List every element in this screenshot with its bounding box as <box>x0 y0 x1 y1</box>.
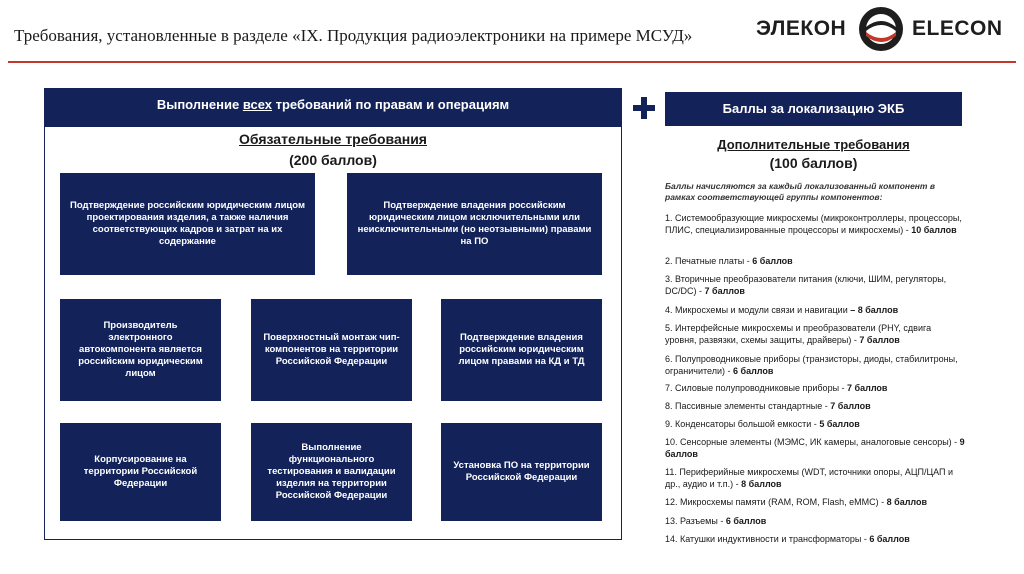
item-text: 1. Системообразующие микросхемы (микроконтроллеры, процессоры, ПЛИС, специализированные процессоры и микросхемы) - <box>665 213 962 235</box>
list-item <box>665 273 965 297</box>
additional-points: (100 баллов) <box>769 155 858 171</box>
plus-icon <box>633 97 655 119</box>
req-software-install-text: Установка ПО на территории Российской Федерации <box>453 460 590 483</box>
banner-text-emphasis: всех <box>242 97 273 112</box>
item-points: 7 баллов <box>830 401 871 411</box>
list-item <box>665 515 965 527</box>
title-divider <box>8 61 1016 63</box>
item-text: 11. Периферийные микросхемы (WDT, источники опоры, АЦП/ЦАП и др., аудио и т.п.) - <box>665 467 954 489</box>
logo-emblem-icon <box>857 5 905 53</box>
req-manufacturer-text: Производитель электронного автокомпонента является российским юридическим лицом <box>78 320 203 379</box>
item-points: 5 баллов <box>819 419 860 429</box>
banner-text-start: Выполнение <box>156 97 243 112</box>
req-smd-mounting-box <box>251 299 412 401</box>
req-software-install-box <box>441 423 602 521</box>
item-points: 6 баллов <box>752 256 793 266</box>
all-requirements-banner <box>45 89 621 127</box>
item-points: 6 баллов <box>725 516 767 526</box>
req-packaging-text: Корпусирование на территории Российской Федерации <box>83 454 198 489</box>
item-points: 7 баллов <box>847 383 888 393</box>
item-points: 8 баллов <box>886 497 928 507</box>
req-testing-box <box>251 423 412 521</box>
list-item <box>665 436 965 460</box>
list-item <box>665 533 965 545</box>
additional-title: Дополнительные требования <box>717 137 910 152</box>
item-points: 7 баллов <box>704 286 745 296</box>
req-software-rights-box <box>347 173 602 275</box>
item-points: 7 баллов <box>859 335 900 345</box>
item-text: 6. Полупроводниковые приборы (транзисторы, диоды, стабилитроны, ограничители) - <box>665 354 958 376</box>
localization-banner: Баллы за локализацию ЭКБ <box>665 92 962 126</box>
list-item <box>665 496 965 508</box>
item-points: – 8 баллов <box>850 305 899 315</box>
req-smd-mounting-text: Поверхностный монтаж чип-компонентов на территории Российской Федерации <box>263 332 400 367</box>
item-points: 8 баллов <box>741 479 782 489</box>
mandatory-points: (200 баллов) <box>289 152 377 168</box>
mandatory-title: Обязательные требования <box>239 131 427 147</box>
item-text: 10. Сенсорные элементы (МЭМС, ИК камеры, аналоговые сенсоры) - <box>665 437 960 447</box>
list-item <box>665 353 965 377</box>
req-testing-text: Выполнение функционального тестирования и валидации изделия на территории Российской Федерации <box>267 442 396 501</box>
points-note: Баллы начисляются за каждый локализованный компонент в рамках соответствующей группы компонентов: <box>665 181 935 202</box>
slide-title: Требования, установленные в разделе «IX. Продукция радиоэлектроники на примере МСУД» <box>14 26 693 45</box>
list-item <box>665 255 965 267</box>
mandatory-requirements-panel <box>44 88 622 540</box>
item-text: 7. Силовые полупроводниковые приборы - <box>665 383 848 393</box>
list-item <box>665 400 965 412</box>
item-text: 3. Вторичные преобразователи питания (ключи, ШИМ, регуляторы, DC/DC) - <box>665 274 947 296</box>
list-item <box>665 304 965 316</box>
req-design-box <box>60 173 315 275</box>
item-points: 9 баллов <box>665 437 965 459</box>
item-points: 10 баллов <box>911 225 957 235</box>
req-design-text: Подтверждение российским юридическим лицом проектирования изделия, а также наличия соответствующих кадров и затрат на их содержание <box>70 200 305 247</box>
item-text: 2. Печатные платы - <box>665 256 753 266</box>
req-documentation-rights-box <box>441 299 602 401</box>
req-manufacturer-box <box>60 299 221 401</box>
item-points: 6 баллов <box>733 366 774 376</box>
item-text: 5. Интерфейсные микросхемы и преобразователи (PHY, сдвига уровня, развязки, схемы защиты, драйверы) - <box>665 323 932 345</box>
list-item <box>665 322 965 346</box>
item-text: 13. Разъемы - <box>665 516 726 526</box>
item-text: 14. Катушки индуктивности и трансформаторы - <box>665 534 870 544</box>
req-software-rights-text: Подтверждение владения российским юридическим лицом исключительными или неисключительными (но неотзывными) правами на ПО <box>357 200 592 247</box>
list-item <box>665 212 965 236</box>
company-logo <box>752 9 1018 49</box>
banner-text-end: требований по правам и операциям <box>272 97 510 112</box>
list-item <box>665 466 965 490</box>
item-text: 8. Пассивные элементы стандартные - <box>665 401 831 411</box>
req-documentation-rights-text: Подтверждение владения российским юридическим лицом правами на КД и ТД <box>458 332 585 367</box>
list-item <box>665 418 965 430</box>
item-text: 9. Конденсаторы большой емкости - <box>665 419 820 429</box>
req-packaging-box <box>60 423 221 521</box>
logo-text-en: ELECON <box>912 17 1003 40</box>
list-item <box>665 382 965 394</box>
item-text: 12. Микросхемы памяти (RAM, ROM, Flash, eMMC) - <box>665 497 887 507</box>
item-points: 6 баллов <box>869 534 910 544</box>
item-text: 4. Микросхемы и модули связи и навигации <box>665 305 851 315</box>
logo-text-ru: ЭЛЕКОН <box>756 17 847 40</box>
